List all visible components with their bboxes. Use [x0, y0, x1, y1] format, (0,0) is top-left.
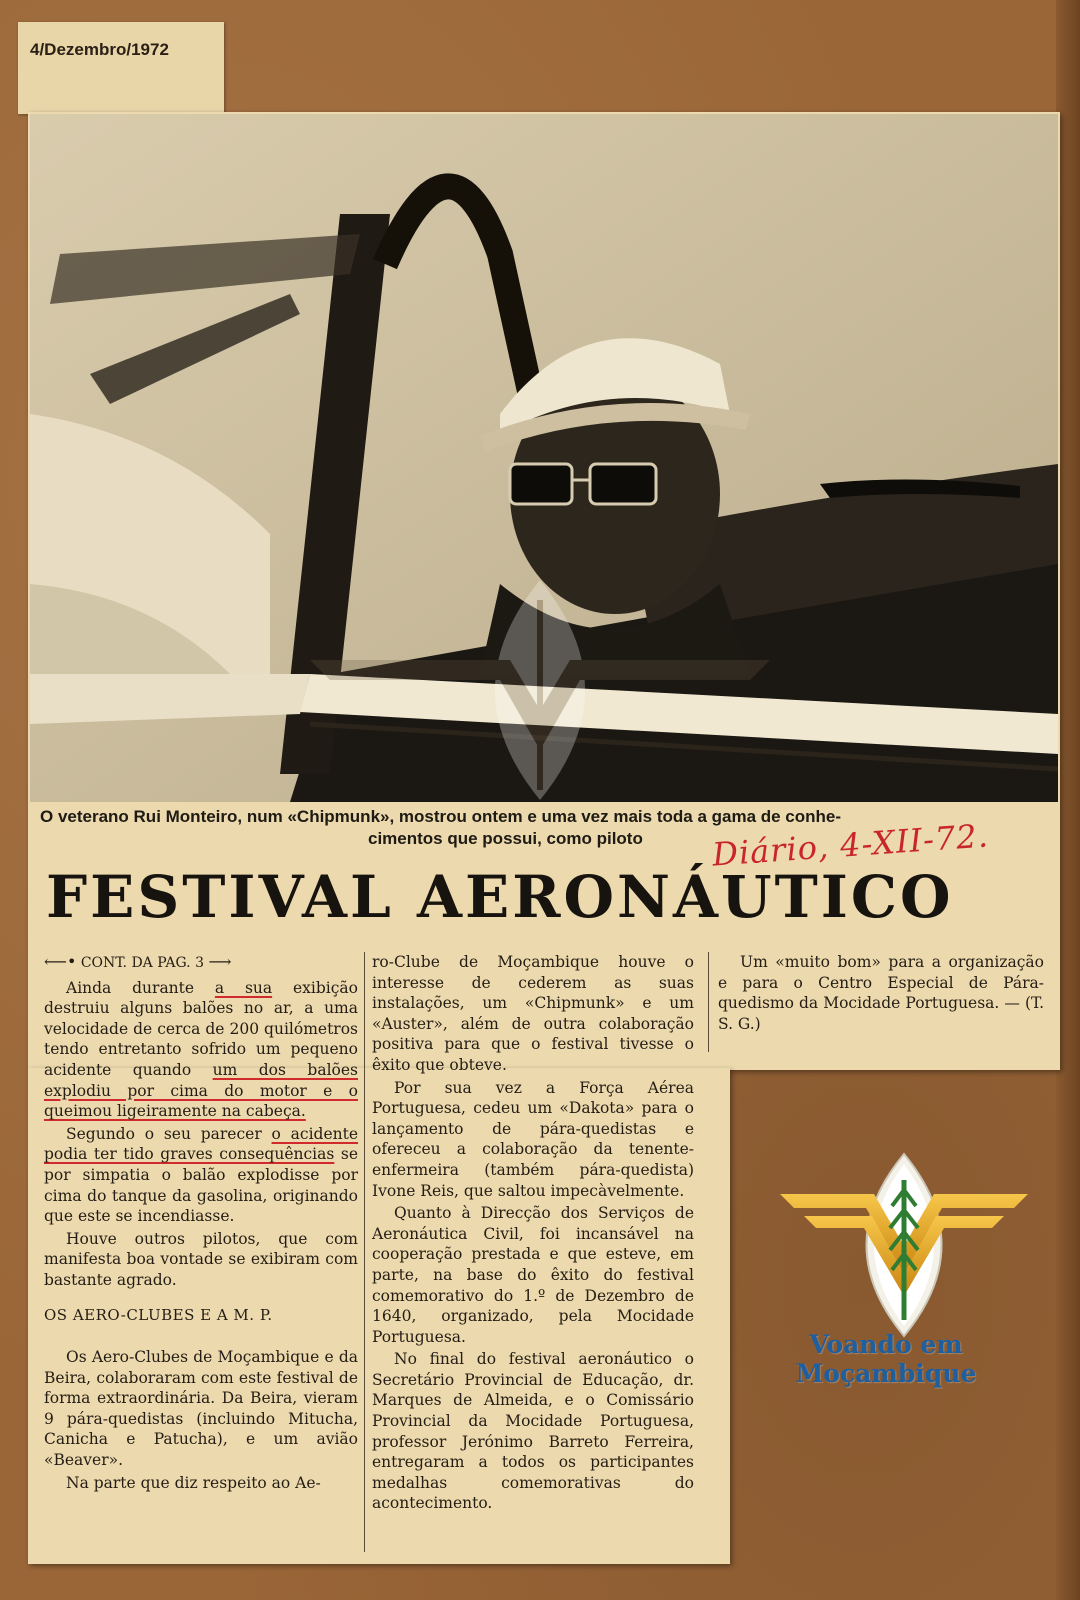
underlined-text: um dos balões explodiu por cima do motor e o queimou ligeiramente na cabeça.: [44, 1060, 358, 1121]
headline: FESTIVAL AERONÁUTICO: [46, 863, 954, 931]
col1-paragraph-1: [44, 978, 358, 1122]
col2-paragraph-2: Por sua vez a Força Aérea Portuguesa, cedeu um «Dakota» para o lançamento de pára-quedistas e ofereceu a colaboração da tenente-enfermeira (também pára-quedista) Ivone Reis, que saltou impecàvelmente.: [372, 1078, 694, 1200]
column-rule: [708, 952, 709, 1052]
article-column-1: [44, 952, 358, 1495]
left-arrow-icon: ⟵•: [44, 952, 77, 971]
col1-paragraph-4: Os Aero-Clubes de Moçambique e da Beira, colaboraram com este festival de forma extraordinária. Da Beira, vieram 9 pára-quedistas (incluindo Mitucha, Canicha e Patucha), e um avião «Beaver».: [44, 1348, 358, 1470]
caption-line-1: O veterano Rui Monteiro, num «Chipmunk», mostrou ontem e uma vez mais toda a gama de conhe-: [40, 807, 842, 826]
continued-text: CONT. DA PAG. 3: [80, 955, 204, 971]
text-run: Ainda durante: [66, 978, 215, 997]
col2-paragraph-3: Quanto à Direcção dos Serviços de Aeronáutica Civil, foi incansável na cooperação prestada e que esteve, em parte, na base do êxito do festival comemorativo do 1.º de Dezembro de 1640, organizado, pela Mocidade Portuguesa.: [372, 1204, 694, 1346]
col1-paragraph-5: Na parte que diz respeito ao Ae-: [66, 1473, 321, 1492]
underlined-text: a sua: [214, 978, 273, 997]
col1-paragraph-3: Houve outros pilotos, que com manifesta boa vontade se exibiram com bastante agrado.: [44, 1229, 358, 1289]
underlined-text: o acidente podia ter tido graves consequências: [44, 1124, 359, 1164]
col2-paragraph-1: ro-Clube de Moçambique houve o interesse de cederem as suas instalações, um «Chipmunk» e um «Auster», além de outra colaboração positiva para que o festival tivesse o êxito que obteve.: [372, 953, 694, 1074]
column-rule: [364, 952, 365, 1552]
brand-name: Voando em Moçambique: [795, 1330, 977, 1388]
section-subhead: OS AERO-CLUBES E A M. P.: [44, 1305, 273, 1324]
continued-label: [44, 952, 358, 974]
watermark-logo-icon: [310, 570, 770, 810]
col3-paragraph-1: Um «muito bom» para a organização e para o Centro Especial de Pára-quedismo da Mocidade Portuguesa. — (T. S. G.): [718, 953, 1044, 1033]
text-run: exibição destruiu alguns balões no ar, a uma velocidade de cerca de 200 quilómetros tendo entretanto sofrido um pequeno acidente quando: [44, 978, 358, 1079]
article-column-3: [718, 952, 1044, 1036]
date-tag: [18, 22, 224, 114]
text-run: se por simpatia o balão explodisse por cima do tanque da gasolina, originando que este se incendiasse.: [44, 1145, 358, 1226]
col2-paragraph-4: No final do festival aeronáutico o Secretário Provincial de Educação, dr. Marques de Almeida, e o Comissário Provincial da Mocidade Portuguesa, professor Jerónimo Barreto Ferreira, entregaram a todos os participantes medalhas comemorativas do acontecimento.: [372, 1350, 694, 1513]
watermark-logo: [310, 570, 770, 814]
text-run: Segundo o seu parecer: [66, 1124, 272, 1143]
article-column-2: [372, 952, 694, 1516]
col1-paragraph-2: [44, 1124, 358, 1227]
date-label: 4/Dezembro/1972: [30, 40, 169, 59]
caption-line-2: cimentos que possui, como piloto: [368, 829, 643, 848]
voando-logo-icon: [774, 1150, 1034, 1340]
right-arrow-icon: ⟶: [208, 952, 232, 971]
handwritten-note: Diário, 4-XII-72.: [711, 816, 990, 874]
